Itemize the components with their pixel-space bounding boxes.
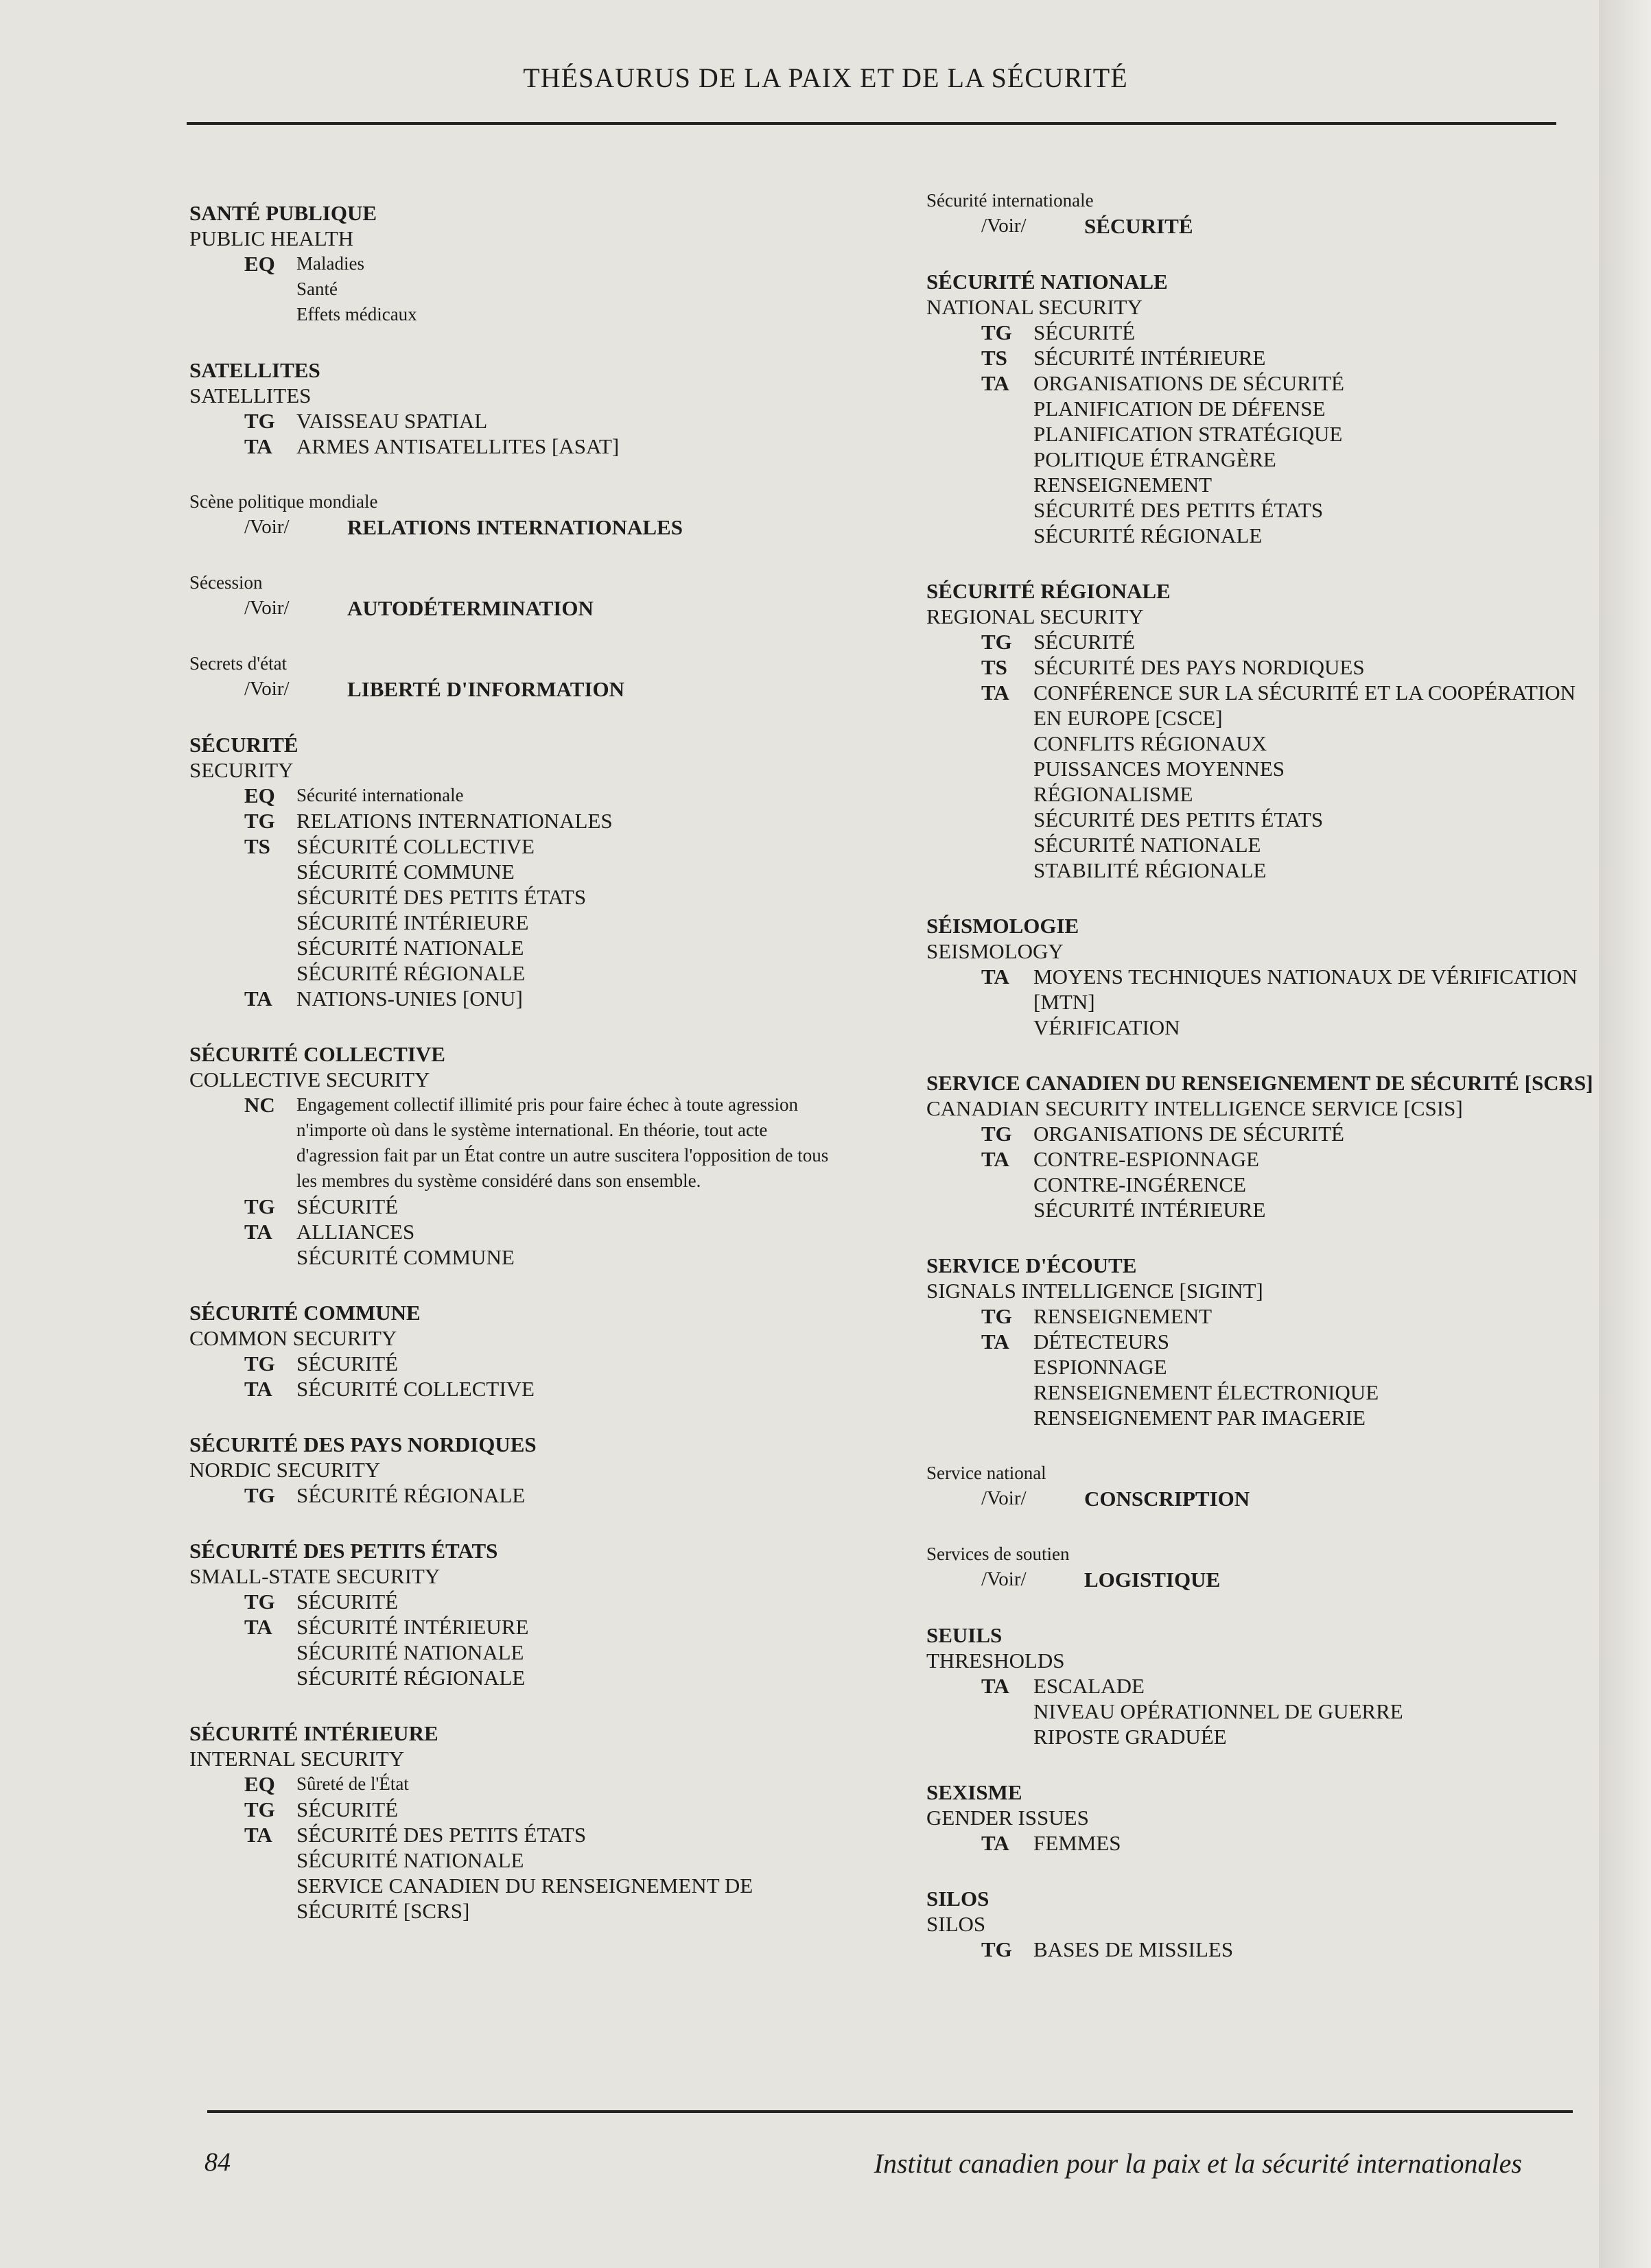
relation-code: TG: [981, 320, 1012, 344]
page-title: THÉSAURUS DE LA PAIX ET DE LA SÉCURITÉ: [523, 62, 1128, 93]
relation-ta: [189, 986, 848, 1011]
related-term: SÉCURITÉ: [1033, 320, 1136, 344]
related-term: SÉCURITÉ: [296, 1797, 399, 1821]
english-equivalent: COMMON SECURITY: [189, 1326, 397, 1350]
related-term: SERVICE CANADIEN DU RENSEIGNEMENT DE SÉCURITÉ [SCRS]: [296, 1874, 753, 1923]
cross-reference-entry: [926, 1541, 1599, 1592]
scope-note: [189, 1092, 848, 1194]
thesaurus-entry: [926, 1780, 1599, 1856]
relation-terms: [1033, 1121, 1599, 1146]
related-term: NIVEAU OPÉRATIONNEL DE GUERRE: [1033, 1699, 1403, 1723]
related-term: SÉCURITÉ DES PETITS ÉTATS: [1033, 498, 1324, 522]
relation-ta: [926, 964, 1599, 1040]
relation-code: TG: [244, 1194, 275, 1218]
relation-tg: [189, 1483, 848, 1508]
relation-tg: [926, 629, 1599, 654]
relation-tg: [189, 408, 848, 434]
relation-ta: [926, 370, 1599, 548]
related-term: POLITIQUE ÉTRANGÈRE: [1033, 447, 1276, 471]
related-term: RENSEIGNEMENT: [1033, 1304, 1213, 1328]
see-reference: [189, 595, 848, 621]
english-equivalent: THRESHOLDS: [926, 1649, 1065, 1673]
relation-terms: [296, 834, 848, 986]
relation-terms: [296, 1797, 848, 1822]
relation-terms: [1033, 629, 1599, 654]
relation-terms: [1033, 1830, 1599, 1856]
relation-ta: [926, 680, 1599, 883]
relation-tg: [189, 1351, 848, 1376]
relation-code: TG: [244, 809, 275, 833]
related-term: CONTRE-INGÉRENCE: [1033, 1172, 1246, 1196]
page-number: 84: [204, 2148, 231, 2177]
related-term: SÉCURITÉ INTÉRIEURE: [1033, 1198, 1266, 1222]
relation-ts: [926, 345, 1599, 370]
related-term: FEMMES: [1033, 1831, 1121, 1855]
relation-code: TG: [244, 1483, 275, 1507]
relation-ta: [189, 1376, 848, 1402]
relation-terms: [296, 1194, 848, 1219]
related-term: Maladies: [296, 253, 364, 274]
relation-ta: [926, 1329, 1599, 1430]
relation-tg: [926, 1121, 1599, 1146]
thesaurus-entry: [189, 1721, 848, 1924]
entry-heading: SÉCURITÉ INTÉRIEURE: [189, 1721, 438, 1745]
thesaurus-entry: [189, 1432, 848, 1508]
entry-heading: SEUILS: [926, 1623, 1003, 1647]
relation-code: TA: [244, 1377, 272, 1401]
relation-terms: [296, 1614, 848, 1690]
relation-ts: [926, 654, 1599, 680]
related-term: SÉCURITÉ RÉGIONALE: [296, 961, 526, 985]
relation-ta: [189, 1219, 848, 1270]
relation-code: TA: [244, 987, 272, 1011]
thesaurus-entry: [189, 1300, 848, 1402]
thesaurus-entry: [926, 913, 1599, 1040]
related-term: RIPOSTE GRADUÉE: [1033, 1725, 1227, 1749]
see-label: /Voir/: [981, 215, 1027, 237]
relation-terms: [296, 1219, 848, 1270]
relation-terms: [296, 1589, 848, 1614]
related-term: SÉCURITÉ NATIONALE: [296, 1640, 524, 1664]
footer-institution: Institut canadien pour la paix et la sécurité internationales: [874, 2148, 1522, 2179]
relation-terms: [1033, 964, 1599, 1040]
relation-code: TA: [244, 1220, 272, 1244]
english-equivalent: SEISMOLOGY: [926, 939, 1064, 963]
page-edge: [1599, 0, 1651, 2268]
thesaurus-entry: [926, 269, 1599, 548]
relation-code: TA: [981, 965, 1009, 989]
relation-code: TA: [981, 371, 1009, 395]
related-term: ESPIONNAGE: [1033, 1355, 1167, 1379]
related-term: Sécurité internationale: [296, 785, 464, 805]
english-equivalent: SECURITY: [189, 758, 294, 782]
relation-terms: [296, 408, 848, 434]
relation-code: TA: [244, 1823, 272, 1847]
related-term: VAISSEAU SPATIAL: [296, 409, 488, 433]
relation-code: TA: [981, 1147, 1009, 1171]
relation-ta: [189, 434, 848, 459]
relation-terms: [296, 808, 848, 834]
relation-code: NC: [244, 1093, 275, 1117]
relation-terms: [296, 1351, 848, 1376]
thesaurus-entry: [189, 357, 848, 459]
entry-heading: SÉCURITÉ COMMUNE: [189, 1301, 421, 1325]
see-target: AUTODÉTERMINATION: [347, 596, 594, 620]
relation-code: EQ: [244, 252, 275, 276]
cross-reference-entry: [926, 1461, 1599, 1511]
thesaurus-entry: [926, 1070, 1599, 1222]
related-term: Sûreté de l'État: [296, 1773, 409, 1794]
relation-tg: [189, 1797, 848, 1822]
relation-ta: [926, 1146, 1599, 1222]
relation-terms: [296, 783, 848, 808]
see-label: /Voir/: [244, 678, 290, 700]
related-term: RENSEIGNEMENT PAR IMAGERIE: [1033, 1406, 1366, 1430]
see-target: RELATIONS INTERNATIONALES: [347, 515, 683, 539]
english-equivalent: COLLECTIVE SECURITY: [189, 1067, 430, 1091]
entry-heading: SERVICE CANADIEN DU RENSEIGNEMENT DE SÉCURITÉ [SCRS]: [926, 1071, 1593, 1095]
relation-eq: [189, 1771, 848, 1797]
related-term: SÉCURITÉ INTÉRIEURE: [1033, 346, 1266, 370]
entry-heading: SÉISMOLOGIE: [926, 914, 1079, 938]
see-target: CONSCRIPTION: [1084, 1487, 1250, 1511]
entry-heading: SÉCURITÉ DES PETITS ÉTATS: [189, 1539, 498, 1563]
related-term: SÉCURITÉ COLLECTIVE: [296, 1377, 535, 1401]
english-equivalent: CANADIAN SECURITY INTELLIGENCE SERVICE [CSIS]: [926, 1096, 1463, 1120]
entry-heading: SEXISME: [926, 1780, 1022, 1804]
cross-reference-entry: [189, 570, 848, 621]
relation-tg: [189, 1589, 848, 1614]
entry-heading: SÉCURITÉ NATIONALE: [926, 270, 1168, 294]
related-term: MOYENS TECHNIQUES NATIONAUX DE VÉRIFICATION [MTN]: [1033, 965, 1578, 1014]
relation-code: TA: [981, 1674, 1009, 1698]
thesaurus-entry: [189, 1041, 848, 1270]
xref-term: Sécession: [189, 572, 263, 593]
related-term: SÉCURITÉ: [296, 1590, 399, 1614]
english-equivalent: SATELLITES: [189, 383, 312, 407]
relation-code: TG: [244, 1590, 275, 1614]
xref-term: Service national: [926, 1463, 1046, 1483]
see-reference: [189, 676, 848, 702]
relation-code: TG: [244, 1351, 275, 1375]
relation-terms: [1033, 1937, 1599, 1962]
see-label: /Voir/: [244, 516, 290, 538]
relation-code: TS: [244, 834, 270, 858]
relation-code: EQ: [244, 783, 275, 807]
relation-terms: [1033, 1673, 1599, 1749]
see-target: LOGISTIQUE: [1084, 1568, 1221, 1592]
relation-code: TS: [981, 346, 1007, 370]
header-rule: [187, 122, 1556, 125]
related-term: RÉGIONALISME: [1033, 782, 1193, 806]
see-label: /Voir/: [244, 597, 290, 619]
xref-term: Sécurité internationale: [926, 190, 1094, 211]
related-term: PLANIFICATION STRATÉGIQUE: [1033, 422, 1343, 446]
related-term: SÉCURITÉ COMMUNE: [296, 1245, 515, 1269]
footer-rule: [207, 2110, 1573, 2113]
relation-terms: [296, 986, 848, 1011]
related-term: SÉCURITÉ INTÉRIEURE: [296, 1615, 529, 1639]
english-equivalent: SIGNALS INTELLIGENCE [SIGINT]: [926, 1279, 1263, 1303]
thesaurus-entry: [926, 578, 1599, 883]
see-reference: [926, 1486, 1599, 1511]
relation-code: TG: [981, 630, 1012, 654]
thesaurus-entry: [926, 1253, 1599, 1430]
related-term: SÉCURITÉ COMMUNE: [296, 860, 515, 884]
relation-tg: [926, 1937, 1599, 1962]
english-equivalent: GENDER ISSUES: [926, 1806, 1089, 1830]
related-term: DÉTECTEURS: [1033, 1330, 1170, 1354]
related-term: ORGANISATIONS DE SÉCURITÉ: [1033, 1122, 1344, 1146]
related-term: SÉCURITÉ DES PETITS ÉTATS: [296, 885, 587, 909]
entry-heading: SÉCURITÉ RÉGIONALE: [926, 579, 1171, 603]
related-term: ALLIANCES: [296, 1220, 415, 1244]
relation-eq: [189, 783, 848, 808]
related-term: SÉCURITÉ DES PETITS ÉTATS: [296, 1823, 587, 1847]
related-term: SÉCURITÉ INTÉRIEURE: [296, 910, 529, 934]
see-reference: [926, 213, 1599, 239]
related-term: CONFÉRENCE SUR LA SÉCURITÉ ET LA COOPÉRATION EN EUROPE [CSCE]: [1033, 681, 1576, 730]
english-equivalent: REGIONAL SECURITY: [926, 604, 1144, 628]
entry-heading: SÉCURITÉ: [189, 733, 298, 757]
relation-tg: [189, 808, 848, 834]
thesaurus-entry: [926, 1886, 1599, 1962]
relation-terms: [1033, 1329, 1599, 1430]
related-term: PUISSANCES MOYENNES: [1033, 757, 1285, 781]
cross-reference-entry: [189, 489, 848, 540]
relation-terms: [1033, 345, 1599, 370]
xref-term: Services de soutien: [926, 1544, 1070, 1564]
relation-code: TA: [244, 434, 272, 458]
see-label: /Voir/: [981, 1568, 1027, 1590]
relation-terms: [296, 1771, 848, 1797]
entry-heading: SATELLITES: [189, 358, 320, 382]
thesaurus-entry: [189, 732, 848, 1011]
relation-terms: [1033, 1146, 1599, 1222]
relation-code: TS: [981, 655, 1007, 679]
relation-tg: [926, 1303, 1599, 1329]
see-target: SÉCURITÉ: [1084, 214, 1193, 238]
relation-terms: [296, 434, 848, 459]
cross-reference-entry: [926, 188, 1599, 239]
relation-code: TA: [981, 681, 1009, 705]
scope-note-text: Engagement collectif illimité pris pour faire échec à toute agression n'importe où dans le système international. En théorie, tout acte d'agression fait par un État contre un autre suscitera l'opposition de tous les membres du système considéré dans son ensemble.: [296, 1094, 829, 1191]
xref-term: Scène politique mondiale: [189, 491, 378, 512]
english-equivalent: SMALL-STATE SECURITY: [189, 1564, 441, 1588]
related-term: ORGANISATIONS DE SÉCURITÉ: [1033, 371, 1344, 395]
related-term: VÉRIFICATION: [1033, 1015, 1180, 1039]
entry-heading: SILOS: [926, 1887, 990, 1911]
see-reference: [926, 1567, 1599, 1592]
related-term: SÉCURITÉ: [296, 1194, 399, 1218]
related-term: SÉCURITÉ: [296, 1351, 399, 1375]
relation-terms: [296, 251, 848, 327]
related-term: SÉCURITÉ NATIONALE: [1033, 833, 1261, 857]
see-target: LIBERTÉ D'INFORMATION: [347, 677, 624, 701]
thesaurus-entry: [189, 200, 848, 327]
related-term: STABILITÉ RÉGIONALE: [1033, 858, 1267, 882]
relation-code: TG: [244, 409, 275, 433]
related-term: SÉCURITÉ DES PAYS NORDIQUES: [1033, 655, 1365, 679]
related-term: NATIONS-UNIES [ONU]: [296, 987, 523, 1011]
see-reference: [189, 515, 848, 540]
related-term: SÉCURITÉ DES PETITS ÉTATS: [1033, 807, 1324, 831]
relation-terms: [1033, 654, 1599, 680]
relation-terms: [296, 1483, 848, 1508]
english-equivalent: NORDIC SECURITY: [189, 1458, 381, 1482]
cross-reference-entry: [189, 651, 848, 702]
relation-code: TG: [244, 1797, 275, 1821]
related-term: SÉCURITÉ RÉGIONALE: [1033, 523, 1263, 547]
related-term: CONTRE-ESPIONNAGE: [1033, 1147, 1259, 1171]
related-term: ESCALADE: [1033, 1674, 1145, 1698]
related-term: SÉCURITÉ COLLECTIVE: [296, 834, 535, 858]
relation-terms: [1033, 1303, 1599, 1329]
relation-code: TG: [981, 1304, 1012, 1328]
xref-term: Secrets d'état: [189, 653, 288, 674]
left-column: [189, 200, 848, 1954]
relation-code: TG: [981, 1937, 1012, 1961]
related-term: RELATIONS INTERNATIONALES: [296, 809, 613, 833]
relation-ta: [189, 1614, 848, 1690]
english-equivalent: NATIONAL SECURITY: [926, 295, 1143, 319]
relation-code: TA: [981, 1330, 1009, 1354]
related-term: SÉCURITÉ NATIONALE: [296, 936, 524, 960]
thesaurus-entry: [189, 1538, 848, 1690]
related-term: CONFLITS RÉGIONAUX: [1033, 731, 1267, 755]
relation-terms: [1033, 320, 1599, 345]
relation-code: TA: [244, 1615, 272, 1639]
related-term: RENSEIGNEMENT: [1033, 473, 1213, 497]
related-term: RENSEIGNEMENT ÉLECTRONIQUE: [1033, 1380, 1379, 1404]
entry-heading: SERVICE D'ÉCOUTE: [926, 1253, 1137, 1277]
related-term: BASES DE MISSILES: [1033, 1937, 1234, 1961]
related-term: SÉCURITÉ NATIONALE: [296, 1848, 524, 1872]
relation-code: TG: [981, 1122, 1012, 1146]
see-label: /Voir/: [981, 1487, 1027, 1509]
relation-ta: [926, 1830, 1599, 1856]
related-term: ARMES ANTISATELLITES [ASAT]: [296, 434, 620, 458]
relation-terms: [296, 1376, 848, 1402]
related-term: SÉCURITÉ RÉGIONALE: [296, 1666, 526, 1690]
english-equivalent: PUBLIC HEALTH: [189, 226, 354, 250]
relation-ta: [926, 1673, 1599, 1749]
related-term: Effets médicaux: [296, 304, 417, 324]
relation-ta: [189, 1822, 848, 1924]
english-equivalent: SILOS: [926, 1912, 986, 1936]
relation-terms: [296, 1822, 848, 1924]
relation-tg: [926, 320, 1599, 345]
relation-terms: [1033, 680, 1599, 883]
entry-heading: SANTÉ PUBLIQUE: [189, 201, 377, 225]
related-term: PLANIFICATION DE DÉFENSE: [1033, 397, 1326, 421]
relation-code: TA: [981, 1831, 1009, 1855]
entry-heading: SÉCURITÉ DES PAYS NORDIQUES: [189, 1432, 537, 1456]
right-column: [926, 188, 1599, 1992]
related-term: Santé: [296, 279, 338, 299]
relation-tg: [189, 1194, 848, 1219]
relation-eq: [189, 251, 848, 327]
relation-ts: [189, 834, 848, 986]
related-term: SÉCURITÉ: [1033, 630, 1136, 654]
relation-code: EQ: [244, 1772, 275, 1796]
entry-heading: SÉCURITÉ COLLECTIVE: [189, 1042, 445, 1066]
related-term: SÉCURITÉ RÉGIONALE: [296, 1483, 526, 1507]
english-equivalent: INTERNAL SECURITY: [189, 1747, 405, 1771]
thesaurus-entry: [926, 1622, 1599, 1749]
relation-terms: [1033, 370, 1599, 548]
